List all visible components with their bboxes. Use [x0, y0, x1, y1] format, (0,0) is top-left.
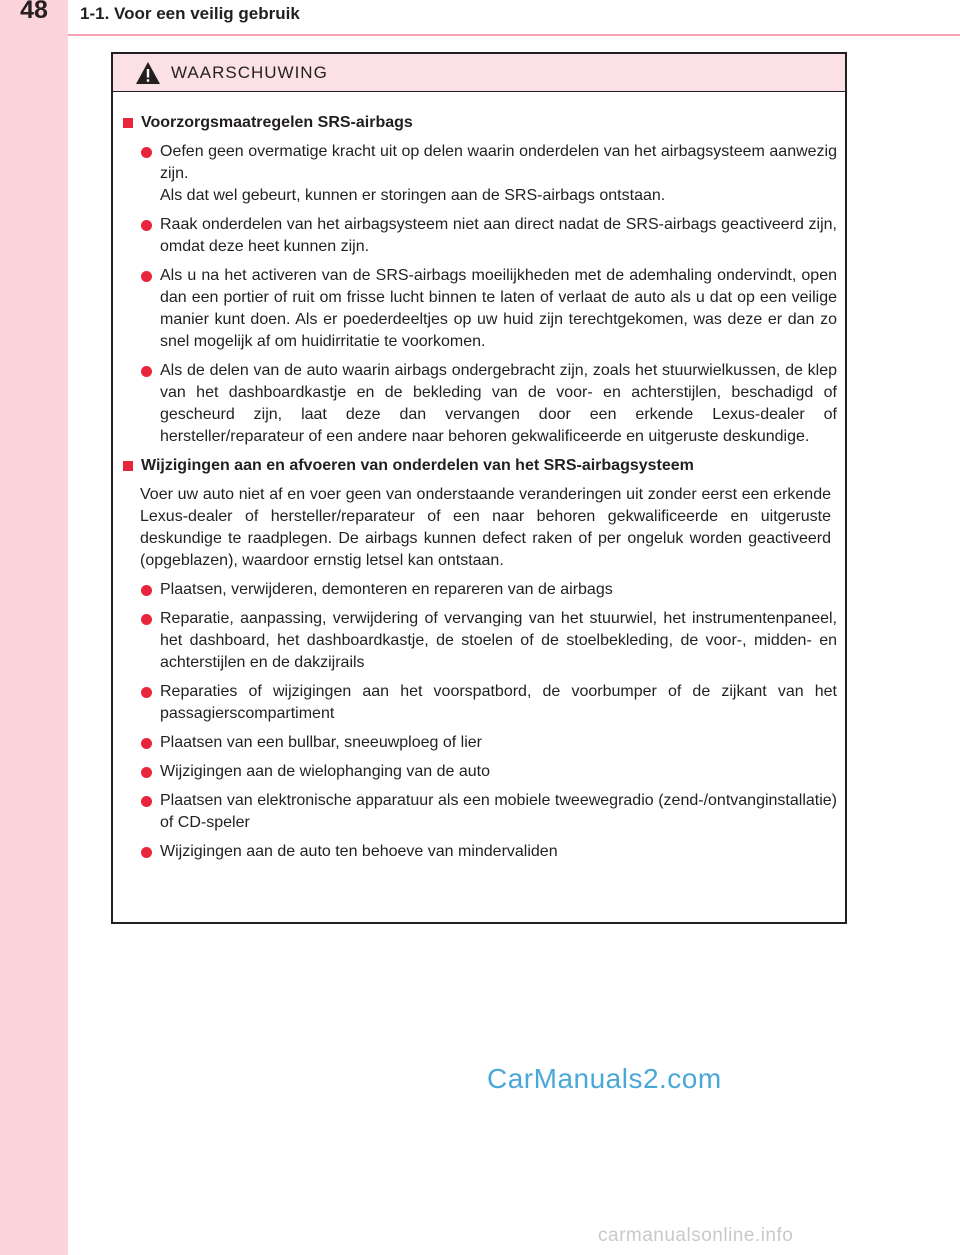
list-item-text: Wijzigingen aan de auto ten behoeve van mindervaliden — [160, 843, 558, 860]
list-item — [139, 732, 837, 754]
section-heading — [123, 455, 837, 477]
list-item-text: Als u na het activeren van de SRS-airbags moeilijkheden met de ademhaling ondervindt, open dan een portier of ruit om frisse lucht binnen te laten of verlaat de auto als u dat op een veilige manier kunt doen. Als er poederdeeltjes op uw huid zijn terechtgekomen, was deze er dan zo snel mogelijk af om huidirritatie te voorkomen. — [160, 267, 837, 350]
list-item — [139, 360, 837, 448]
header-divider — [68, 34, 960, 36]
round-bullet-icon — [141, 220, 152, 231]
list-item — [139, 761, 837, 783]
side-color-band — [0, 0, 68, 1255]
warning-triangle-icon — [135, 61, 161, 85]
round-bullet-icon — [141, 585, 152, 596]
round-bullet-icon — [141, 847, 152, 858]
page-number: 48 — [20, 0, 48, 24]
round-bullet-icon — [141, 687, 152, 698]
round-bullet-icon — [141, 366, 152, 377]
list-item-text: Raak onderdelen van het airbagsysteem niet aan direct nadat de SRS-airbags geactiveerd zijn, omdat deze heet kunnen zijn. — [160, 216, 837, 255]
round-bullet-icon — [141, 271, 152, 282]
list-item — [139, 265, 837, 353]
list-item-text: Plaatsen van elektronische apparatuur als een mobiele tweewegradio (zend-/ontvanginstallatie) of CD-speler — [160, 792, 837, 831]
footer-watermark: carmanualsonline.info — [598, 1225, 794, 1246]
list-item-text: Als de delen van de auto waarin airbags ondergebracht zijn, zoals het stuurwielkussen, de klep van het dashboardkastje en de bekleding van de voor- en achterstijlen, beschadigd of gescheurd zijn, laat deze dan vervangen door een erkende Lexus-dealer of hersteller/reparateur of een andere naar behoren gekwalificeerde en uitgeruste deskundige. — [160, 362, 837, 445]
list-item — [139, 141, 837, 207]
section-heading-text: Voorzorgsmaatregelen SRS-airbags — [141, 114, 413, 131]
list-item — [139, 608, 837, 674]
round-bullet-icon — [141, 767, 152, 778]
list-item — [139, 841, 837, 863]
list-item-text — [160, 141, 837, 207]
warning-box — [111, 52, 847, 924]
site-watermark: CarManuals2.com — [487, 1063, 722, 1094]
list-item — [139, 790, 837, 834]
list-item-text-line: Oefen geen overmatige kracht uit op delen waarin onderdelen van het airbagsysteem aanwezig zijn. Als dat wel gebeurt, kunnen er storingen aan de SRS-airbags ontstaan. — [160, 143, 837, 204]
list-item-text: Reparatie, aanpassing, verwijdering of vervanging van het stuurwiel, het instrumentenpaneel, het dashboard, het dashboardkastje, de stoelen of de stoelbekleding, de voor-, midden- en achterstijlen en de dakzijrails — [160, 610, 837, 671]
round-bullet-icon — [141, 796, 152, 807]
list-item — [139, 214, 837, 258]
warning-title: WAARSCHUWING — [171, 62, 328, 82]
list-item-text: Plaatsen van een bullbar, sneeuwploeg of lier — [160, 734, 482, 751]
section-heading-text: Wijzigingen aan en afvoeren van onderdelen van het SRS-airbagsysteem — [141, 457, 694, 474]
list-item — [139, 579, 837, 601]
chapter-title: 1-1. Voor een veilig gebruik — [80, 4, 300, 23]
list-item-text: Wijzigingen aan de wielophanging van de auto — [160, 763, 491, 780]
warning-header — [113, 54, 845, 92]
round-bullet-icon — [141, 614, 152, 625]
square-bullet-icon — [123, 461, 133, 471]
list-item — [139, 681, 837, 725]
square-bullet-icon — [123, 118, 133, 128]
warning-body — [113, 92, 845, 863]
section-paragraph: Voer uw auto niet af en voer geen van onderstaande veranderingen uit zonder eerst een erkende Lexus-dealer of hersteller/reparateur of een naar behoren gekwalificeerde en uitgeruste deskundige te raadplegen. De airbags kunnen defect raken of per ongeluk worden geactiveerd (opgeblazen), waardoor ernstig letsel kan ontstaan. — [140, 486, 831, 569]
section-heading — [123, 112, 837, 134]
list-item-text: Plaatsen, verwijderen, demonteren en repareren van de airbags — [160, 581, 613, 598]
round-bullet-icon — [141, 738, 152, 749]
list-item-text: Reparaties of wijzigingen aan het voorspatbord, de voorbumper of de zijkant van het passagierscompartiment — [160, 683, 837, 722]
round-bullet-icon — [141, 147, 152, 158]
